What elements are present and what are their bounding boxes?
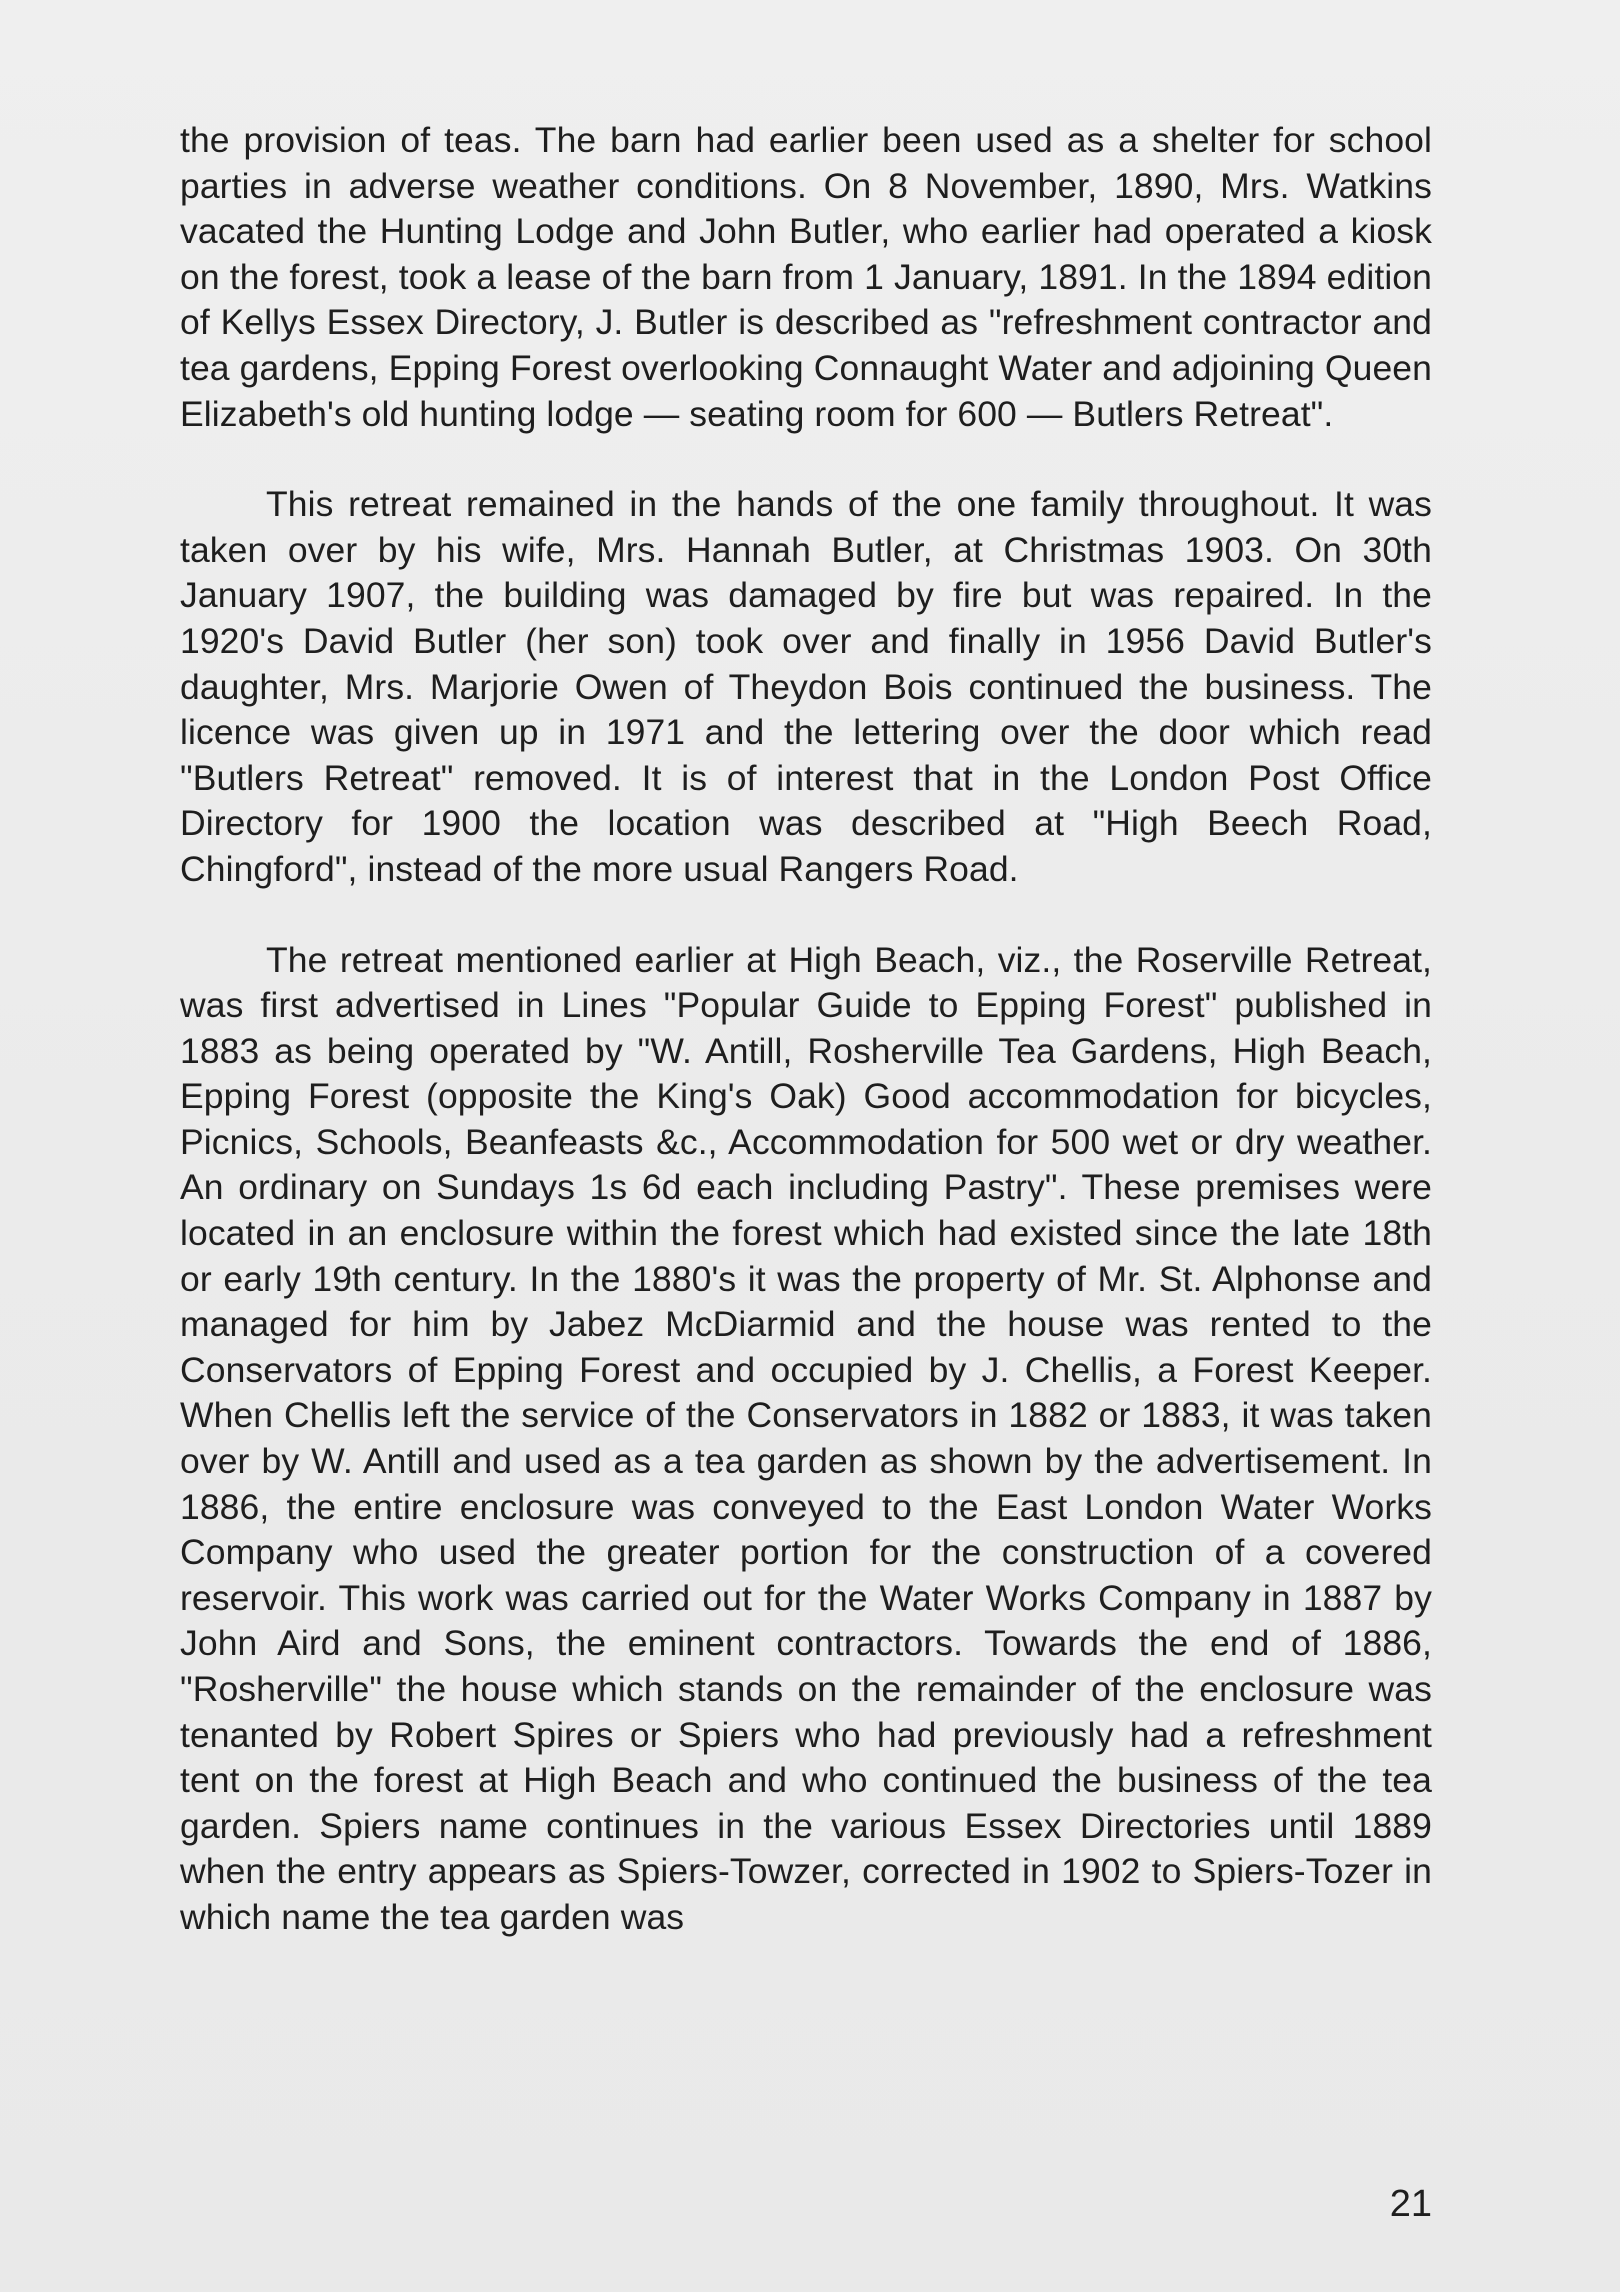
paragraph-continued: the provision of teas. The barn had earlier been used as a shelter for school parties in adverse weather conditions. On 8 November, 1890, Mrs. Watkins vacated the Hunting Lodge and John Butler, who earlier had operated a kiosk on the forest, took a lease of the barn from 1 January, 1891. In the 1894 edition of Kellys Essex Directory, J. Butler is described as "refreshment contractor and tea gardens, Epping Forest overlooking Connaught Water and adjoining Queen Elizabeth's old hunting lodge — seating room for 600 — Butlers Retreat". — [180, 120, 1432, 434]
paragraph-rosherville-retreat: The retreat mentioned earlier at High Beach, viz., the Roserville Retreat, was first advertised in Lines "Popular Guide to Epping Forest" published in 1883 as being operated by "W. Antill, Rosherville Tea Gardens, High Beach, Epping Forest (opposite the King's Oak) Good accommodation for bicycles, Picnics, Schools, Beanfeasts &c., Accommodation for 500 wet or dry weather. An ordinary on Sundays 1s 6d each including Pastry". These premises were located in an enclosure within the forest which had existed since the late 18th or early 19th century. In the 1880's it was the property of Mr. St. Alphonse and managed for him by Jabez McDiarmid and the house was rented to the Conservators of Epping Forest and occupied by J. Chellis, a Forest Keeper. When Chellis left the service of the Conservators in 1882 or 1883, it was taken over by W. Antill and used as a tea garden as shown by the advertisement. In 1886, the entire enclosure was conveyed to the East London Water Works Company who used the greater portion for the construction of a covered reservoir. This work was carried out for the Water Works Company in 1887 by John Aird and Sons, the eminent contractors. Towards the end of 1886, "Rosherville" the house which stands on the remainder of the enclosure was tenanted by Robert Spires or Spiers who had previously had a refreshment tent on the forest at High Beach and who continued the business of the tea garden. Spiers name continues in the various Essex Directories until 1889 when the entry appears as Spiers-Towzer, corrected in 1902 to Spiers-Tozer in which name the tea garden was — [180, 939, 1432, 1937]
page-number: 21 — [1389, 2183, 1432, 2225]
paragraph-butlers-retreat: This retreat remained in the hands of the one family throughout. It was taken over by his wife, Mrs. Hannah Butler, at Christmas 1903. On 30th January 1907, the building was damaged by fire but was repaired. In the 1920's David Butler (her son) took over and finally in 1956 David Butler's daughter, Mrs. Marjorie Owen of Theydon Bois continued the business. The licence was given up in 1971 and the lettering over the door which read "Butlers Retreat" removed. It is of interest that in the London Post Office Directory for 1900 the location was described at "High Beech Road, Chingford", instead of the more usual Rangers Road. — [180, 484, 1432, 889]
body-text — [180, 118, 1432, 1941]
